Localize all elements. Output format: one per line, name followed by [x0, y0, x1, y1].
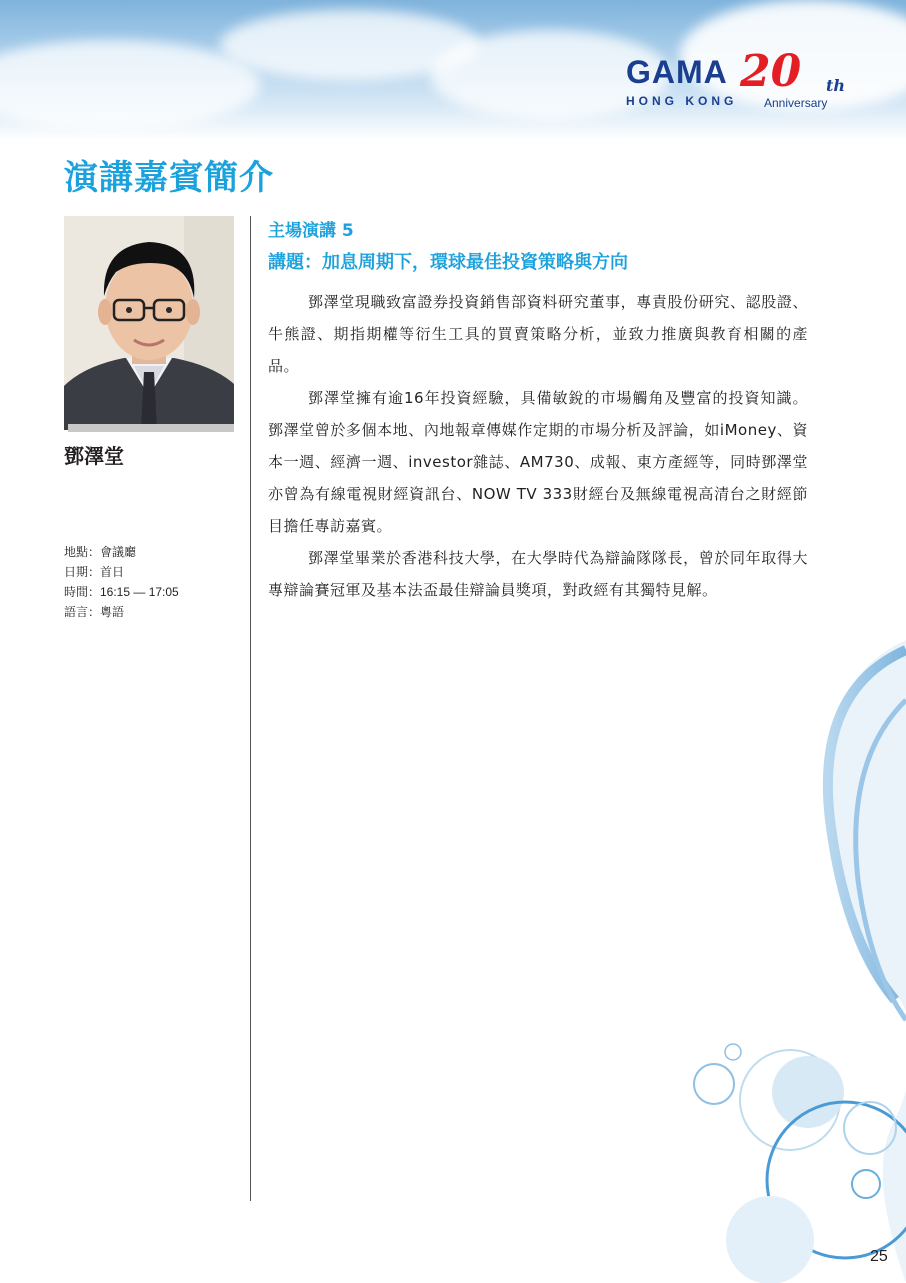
info-date: 日期：首日: [64, 565, 125, 579]
logo-tagline: Anniversary: [764, 96, 828, 110]
bio-paragraph: 鄧澤堂畢業於香港科技大學，在大學時代為辯論隊隊長，曾於同年取得大專辯論賽冠軍及基本法盃最佳辯論員獎項，對政經有其獨特見解。: [268, 549, 808, 599]
page-title: 演講嘉賓簡介: [64, 158, 274, 198]
logo-main-text: GAMA: [626, 54, 728, 90]
talk-title: 講題：加息周期下，環球最佳投資策略與方向: [268, 252, 628, 273]
bio-paragraph: 鄧澤堂擁有逾16年投資經驗，具備敏銳的市場觸角及豐富的投資知識。鄧澤堂曾於多個本地、內地報章傳媒作定期的市場分析及評論，如iMoney、資本一週、經濟一週、investor雜誌、AM730、成報、東方產經等，同時鄧澤堂亦曾為有線電視財經資訊台、NOW TV 333財經台及無線電視高清台之財經節目擔任專訪嘉賓。: [268, 389, 808, 535]
logo-suffix: th: [826, 76, 846, 95]
page-number: 25: [870, 1248, 888, 1265]
logo-number: 20: [740, 46, 802, 97]
bio-paragraph: 鄧澤堂現職致富證券投資銷售部資料研究董事，專責股份研究、認股證、牛熊證、期指期權等衍生工具的買賣策略分析，並致力推廣與教育相關的產品。: [268, 293, 808, 375]
info-venue: 地點：會議廳: [64, 545, 137, 559]
logo-location: HONG KONG: [626, 94, 738, 108]
info-language: 語言：粵語: [64, 605, 125, 619]
info-time: 時間：16:15 — 17:05: [64, 585, 179, 599]
session-label: 主場演講 5: [268, 221, 354, 241]
speaker-name: 鄧澤堂: [64, 444, 124, 468]
